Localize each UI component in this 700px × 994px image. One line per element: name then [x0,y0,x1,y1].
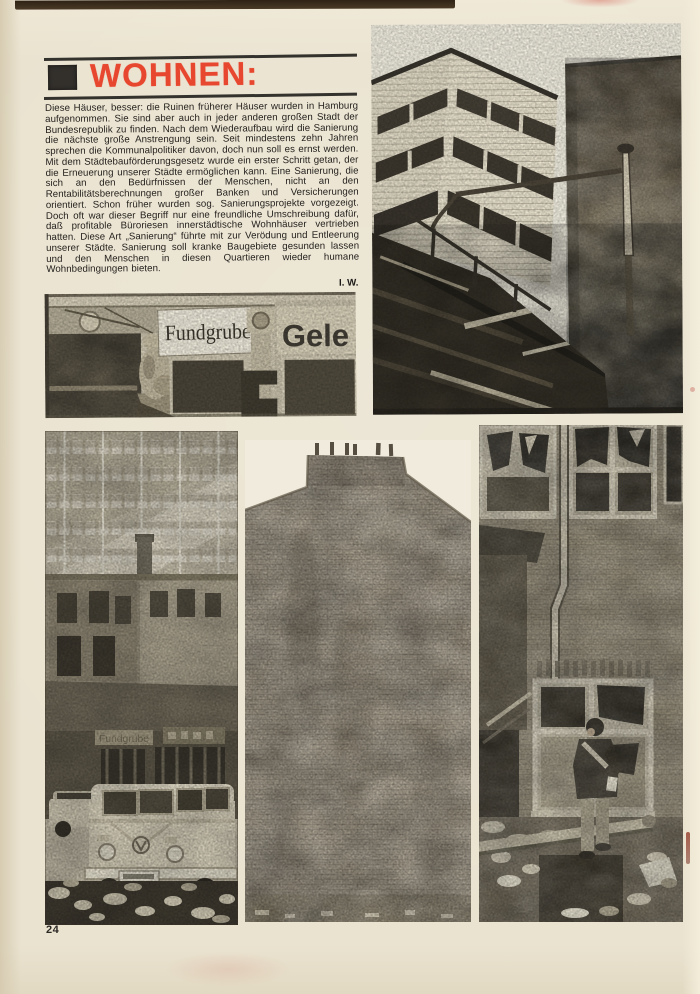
scan-dot-artifact [690,387,695,392]
page-number: 24 [46,924,60,936]
photo-backyard [479,425,683,922]
title-square-icon [48,65,77,91]
article [45,102,359,291]
photo-firewall [245,440,471,922]
scan-edge-artifact [15,0,455,10]
photo-ruins-and-office-block [45,431,238,925]
article-byline: I. W. [338,277,359,289]
fundgrube-sign-text: Fundgrube [164,317,261,346]
page-title: WOHNEN: [89,54,259,94]
scan-smudge-top [548,0,652,10]
gele-sign-text: Gele [281,317,350,354]
photo-storefront [45,292,357,418]
faint-fundgrube-sign-text: Fundgrube [99,734,150,745]
scan-smudge-bottom [138,944,318,994]
article-body: Diese Häuser, besser: die Ruinen früherer Häuser wurden in Hamburg aufgenommen. Sie sind aber auch in jeder anderen großen Stadt der Bundesrepublik zu finden. Nach dem Wiederaufbau wird die Sanierung die nächste große Anstrengung sein. Seit mindestens zehn Jahren sprechen die Kommunalpolitiker davon, doch nun soll es ernst werden. Mit dem Städtebauförderungsgesetz wurde ein erster Schritt getan, der die Erneuerung unserer Städte ermöglichen kann. Eine Sanierung, die sich an den Bedürfnissen der Menschen, nicht an den Rentabilitätsberechnungen großer Banken und Versicherungen orientiert. Schon früher wurden sog. Sanierungsprojekte vorgezeigt. Doch oft war dieser Begriff nur eine freundliche Umschreibung dafür, daß profitable Büroriesen innerstädtische Wohnhäuser vertrieben hatten. Diese Art „Sanierung“ führte mit zur Verödung und Entleerung unserer Städte. Sanierung soll kranke Baugebiete gesunden lassen und den Menschen in diesen Quartieren wieder humane Wohnbedingungen bieten. [44,100,360,276]
photo-building-corner [371,23,683,415]
scan-dash-artifact [686,832,690,864]
